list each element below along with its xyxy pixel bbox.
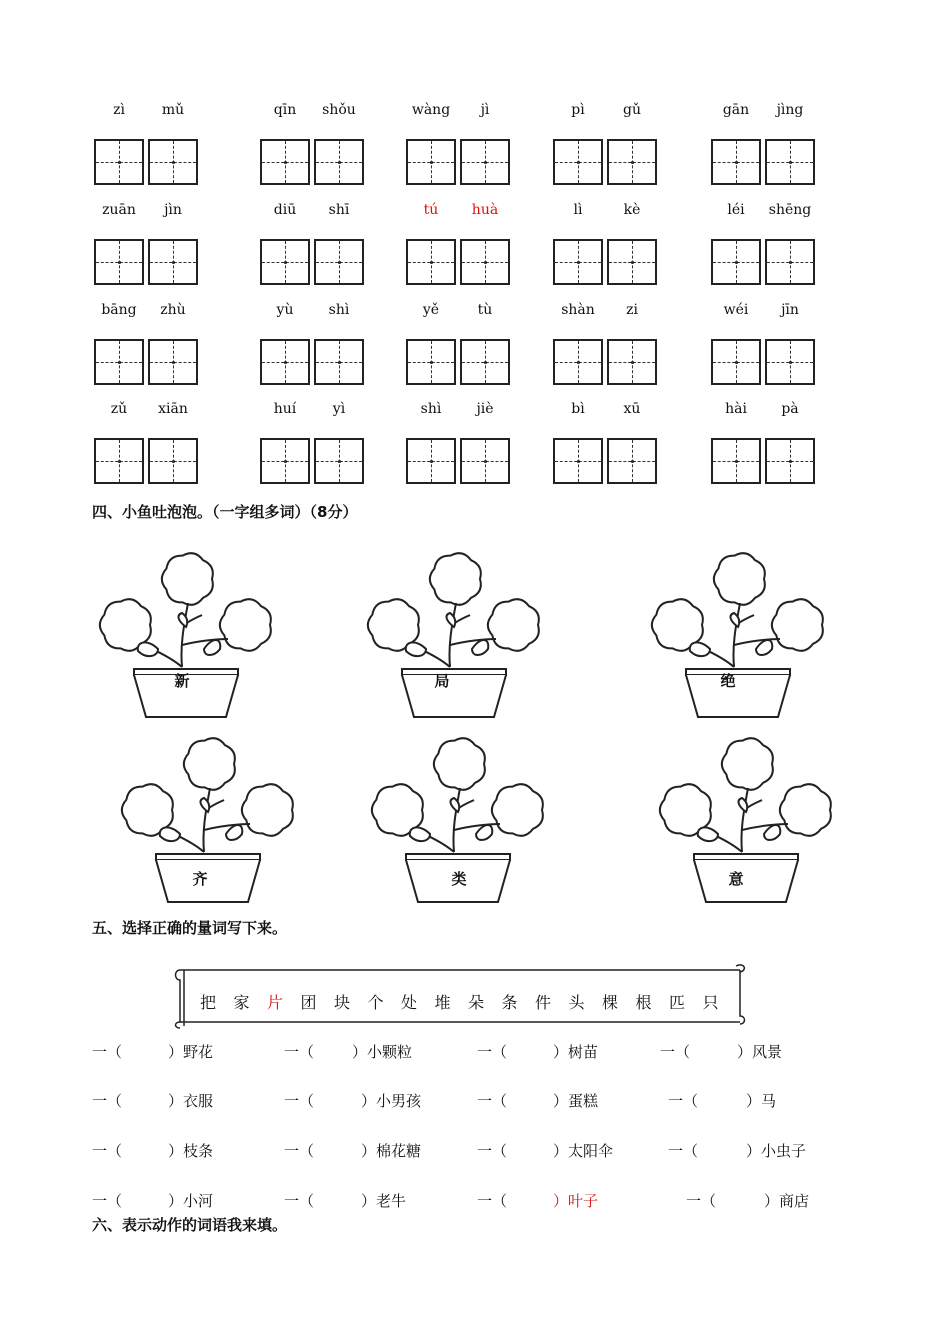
pinyin-label: hài — [725, 401, 747, 417]
measure-word: 只 — [702, 993, 719, 1012]
flower-pot-character: 类 — [451, 870, 467, 888]
measure-word: 朵 — [467, 993, 485, 1012]
measure-blank-input[interactable] — [509, 1041, 549, 1061]
flower-pot-character: 齐 — [192, 870, 208, 888]
measure-blank-noun: ）太阳伞 — [553, 1142, 614, 1160]
writing-cell[interactable] — [94, 339, 144, 385]
measure-blank-input[interactable] — [700, 1090, 742, 1110]
measure-blank-noun: ）叶子 — [553, 1192, 599, 1210]
measure-word: 团 — [300, 993, 317, 1012]
measure-blank-prefix: 一（ — [284, 1092, 315, 1110]
writing-cell[interactable] — [765, 438, 815, 484]
flower-pot-drawing — [88, 545, 288, 725]
measure-blank-input[interactable] — [692, 1041, 733, 1061]
measure-word: 片 — [266, 993, 284, 1012]
pinyin-label: huà — [471, 202, 499, 218]
measure-word: 块 — [333, 993, 351, 1012]
writing-cell[interactable] — [406, 339, 456, 385]
measure-word: 个 — [367, 993, 384, 1012]
flower-pot-drawing — [356, 545, 556, 725]
writing-cell[interactable] — [406, 139, 456, 185]
measure-blank-prefix: 一（ — [92, 1192, 123, 1210]
writing-cell[interactable] — [314, 438, 364, 484]
writing-cell[interactable] — [94, 239, 144, 285]
measure-blank-prefix: 一（ — [477, 1092, 508, 1110]
writing-cell[interactable] — [711, 239, 761, 285]
measure-blank-noun: ）小男孩 — [361, 1092, 422, 1110]
pinyin-label: shī — [328, 202, 350, 218]
writing-cell[interactable] — [460, 139, 510, 185]
pinyin-label: xiān — [158, 401, 188, 417]
pinyin-label: pà — [781, 401, 799, 417]
pinyin-label: jiè — [476, 401, 494, 417]
measure-blank-noun: ）风景 — [737, 1043, 783, 1061]
pinyin-label: zǔ — [110, 401, 128, 417]
pinyin-label: gān — [722, 102, 750, 118]
measure-blank-input[interactable] — [124, 1090, 164, 1110]
writing-cell[interactable] — [607, 239, 657, 285]
measure-blank-input[interactable] — [509, 1090, 549, 1110]
measure-word: 匹 — [668, 993, 686, 1012]
pinyin-label: shàn — [561, 302, 595, 318]
pinyin-label: wéi — [723, 302, 749, 318]
pinyin-label: shì — [420, 401, 442, 417]
pinyin-label: gǔ — [623, 102, 641, 118]
measure-blank-prefix: 一（ — [92, 1043, 123, 1061]
flower-pot-character: 新 — [174, 672, 190, 690]
writing-cell[interactable] — [260, 339, 310, 385]
measure-blank-input[interactable] — [316, 1190, 357, 1210]
writing-cell[interactable] — [460, 438, 510, 484]
flower-pot-drawing — [648, 730, 848, 910]
pinyin-label: zuān — [102, 202, 136, 218]
measure-blank-input[interactable] — [718, 1190, 760, 1210]
flower-pot-drawing — [110, 730, 310, 910]
writing-cell[interactable] — [765, 239, 815, 285]
measure-word: 处 — [400, 993, 418, 1012]
writing-cell[interactable] — [94, 139, 144, 185]
measure-blank-noun: ）小河 — [168, 1192, 214, 1210]
writing-cell[interactable] — [260, 239, 310, 285]
pinyin-label: zì — [113, 102, 125, 118]
pinyin-label: huí — [273, 401, 297, 417]
measure-blank-input[interactable] — [316, 1041, 348, 1061]
measure-blank-input[interactable] — [316, 1090, 357, 1110]
measure-blank-prefix: 一（ — [668, 1142, 699, 1160]
measure-blank-input[interactable] — [124, 1190, 164, 1210]
writing-cell[interactable] — [314, 239, 364, 285]
measure-blank-prefix: 一（ — [477, 1192, 508, 1210]
writing-cell[interactable] — [314, 139, 364, 185]
pinyin-label: léi — [727, 202, 745, 218]
measure-blank-prefix: 一（ — [92, 1142, 123, 1160]
pinyin-label: jīn — [781, 302, 799, 318]
measure-blank-noun: ）衣服 — [168, 1092, 214, 1110]
pinyin-label: yě — [422, 302, 440, 318]
writing-cell[interactable] — [711, 438, 761, 484]
pinyin-label: kè — [623, 202, 641, 218]
pinyin-label: jìn — [164, 202, 182, 218]
pinyin-label: shēng — [768, 202, 812, 218]
measure-blank-input[interactable] — [509, 1190, 549, 1210]
flower-pot-character: 绝 — [720, 672, 736, 690]
measure-blank-noun: ）商店 — [764, 1192, 810, 1210]
flower-pot-character: 局 — [434, 672, 450, 690]
measure-word: 棵 — [601, 993, 619, 1012]
writing-cell[interactable] — [607, 339, 657, 385]
pinyin-label: yù — [276, 302, 294, 318]
writing-cell[interactable] — [460, 339, 510, 385]
flower-pot-character: 意 — [728, 870, 744, 888]
measure-blank-input[interactable] — [124, 1140, 164, 1160]
measure-blank-noun: ）马 — [746, 1092, 777, 1110]
pinyin-label: yì — [332, 401, 346, 417]
measure-blank-noun: ）树苗 — [553, 1043, 599, 1061]
writing-cell[interactable] — [406, 239, 456, 285]
pinyin-label: bāng — [101, 302, 137, 318]
writing-cell[interactable] — [260, 139, 310, 185]
measure-word: 件 — [534, 993, 552, 1012]
measure-blank-prefix: 一（ — [92, 1092, 123, 1110]
measure-blank-prefix: 一（ — [660, 1043, 691, 1061]
pinyin-label: jìng — [776, 102, 804, 118]
pinyin-label: jì — [480, 102, 490, 118]
writing-cell[interactable] — [148, 139, 198, 185]
measure-word: 堆 — [434, 993, 451, 1012]
measure-word: 根 — [635, 993, 652, 1012]
measure-blank-noun: ）枝条 — [168, 1142, 214, 1160]
pinyin-label: mǔ — [161, 102, 185, 118]
measure-blank-noun: ）蛋糕 — [553, 1092, 599, 1110]
section-5-title: 五、选择正确的量词写下来。 — [92, 919, 288, 937]
pinyin-label: pì — [571, 102, 585, 118]
writing-cell[interactable] — [765, 139, 815, 185]
measure-blank-noun: ）棉花糖 — [361, 1142, 422, 1160]
writing-cell[interactable] — [148, 239, 198, 285]
writing-cell[interactable] — [406, 438, 456, 484]
pinyin-label: qīn — [273, 102, 297, 118]
flower-pot-drawing — [640, 545, 840, 725]
writing-cell[interactable] — [553, 438, 603, 484]
pinyin-label: tù — [477, 302, 493, 318]
writing-cell[interactable] — [148, 438, 198, 484]
measure-word: 条 — [501, 993, 518, 1012]
writing-cell[interactable] — [711, 139, 761, 185]
measure-blank-input[interactable] — [509, 1140, 549, 1160]
pinyin-label: shì — [328, 302, 350, 318]
writing-cell[interactable] — [711, 339, 761, 385]
writing-cell[interactable] — [607, 139, 657, 185]
measure-blank-prefix: 一（ — [686, 1192, 717, 1210]
measure-word: 把 — [199, 993, 217, 1012]
writing-cell[interactable] — [260, 438, 310, 484]
pinyin-label: xū — [623, 401, 641, 417]
writing-cell[interactable] — [553, 139, 603, 185]
pinyin-label: wàng — [411, 102, 451, 118]
measure-blank-noun: ）野花 — [168, 1043, 214, 1061]
section-6-title: 六、表示动作的词语我来填。 — [92, 1216, 288, 1234]
pinyin-label: tú — [423, 202, 439, 218]
measure-blank-input[interactable] — [700, 1140, 742, 1160]
pinyin-label: shǒu — [322, 102, 356, 118]
measure-blank-input[interactable] — [316, 1140, 357, 1160]
writing-cell[interactable] — [765, 339, 815, 385]
writing-cell[interactable] — [553, 239, 603, 285]
measure-blank-prefix: 一（ — [477, 1043, 508, 1061]
measure-blank-prefix: 一（ — [668, 1092, 699, 1110]
measure-blank-prefix: 一（ — [284, 1142, 315, 1160]
writing-cell[interactable] — [607, 438, 657, 484]
pinyin-label: zi — [626, 302, 638, 318]
pinyin-label: lì — [573, 202, 583, 218]
writing-cell[interactable] — [94, 438, 144, 484]
pinyin-label: bì — [571, 401, 585, 417]
section-4-title: 四、小鱼吐泡泡。（一字组多词）（8分） — [92, 503, 358, 521]
measure-blank-noun: ）小虫子 — [746, 1142, 807, 1160]
writing-cell[interactable] — [148, 339, 198, 385]
pinyin-label: zhù — [160, 302, 186, 318]
measure-word: 家 — [233, 993, 250, 1012]
measure-blank-prefix: 一（ — [284, 1192, 315, 1210]
measure-blank-noun: ）老牛 — [361, 1192, 407, 1210]
measure-blank-prefix: 一（ — [477, 1142, 508, 1160]
measure-blank-noun: ）小颗粒 — [352, 1043, 413, 1061]
writing-cell[interactable] — [553, 339, 603, 385]
measure-word-scroll — [170, 962, 750, 1030]
writing-cell[interactable] — [314, 339, 364, 385]
measure-word: 头 — [568, 993, 585, 1012]
writing-cell[interactable] — [460, 239, 510, 285]
pinyin-label: diū — [273, 202, 297, 218]
measure-blank-prefix: 一（ — [284, 1043, 315, 1061]
measure-blank-input[interactable] — [124, 1041, 164, 1061]
